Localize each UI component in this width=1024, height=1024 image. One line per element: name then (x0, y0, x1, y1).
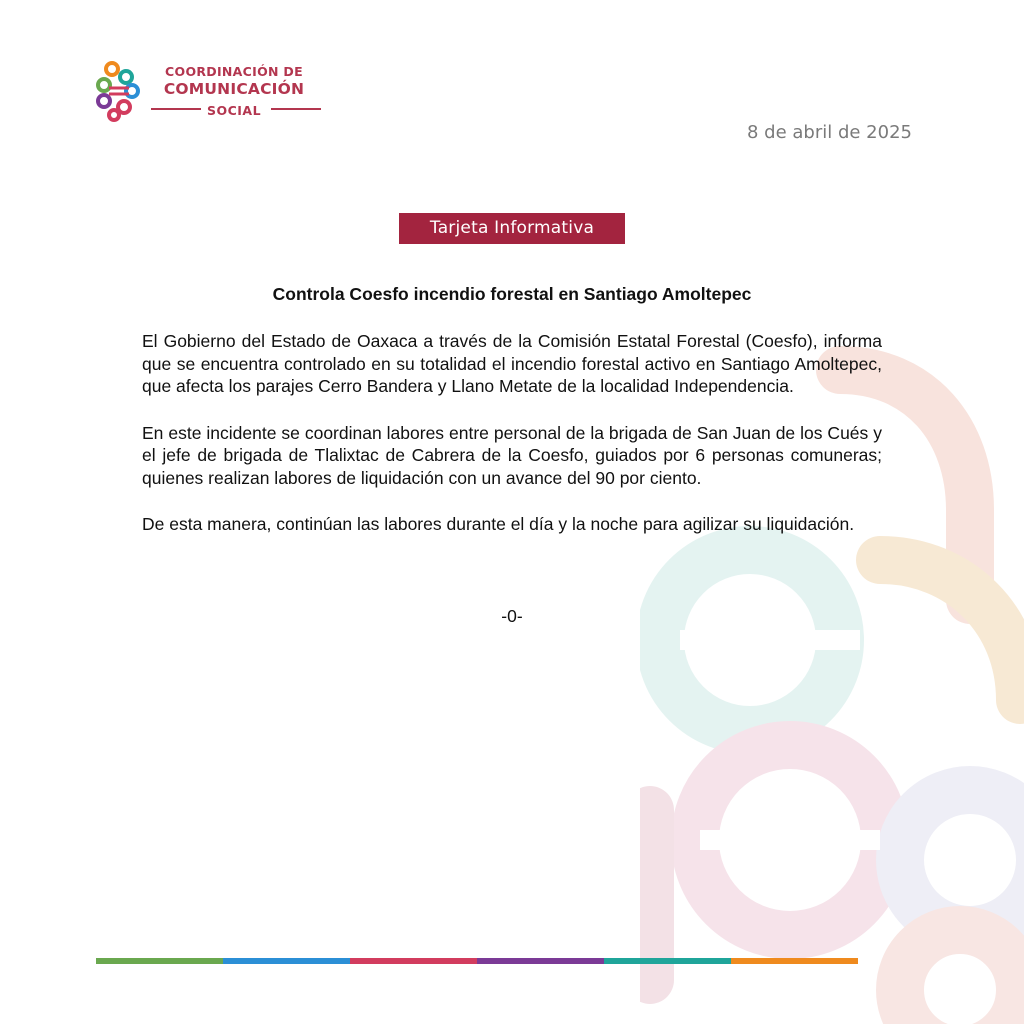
footer-bar-segment (604, 958, 731, 964)
footer-bar-segment (223, 958, 350, 964)
article-paragraph: En este incidente se coordinan labores entre personal de la brigada de San Juan de los Cués y el jefe de brigada de Tlalixtac de Cabrera de la Coesfo, guiados por 6 personas comuneras; quienes realizan labores de liquidación con un avance del 90 por ciento. (142, 422, 882, 488)
organization-logo (95, 60, 315, 124)
footer-bar-segment (350, 958, 477, 964)
logo-line-1: COORDINACIÓN DE (165, 64, 303, 79)
document-type-badge: Tarjeta Informativa (399, 213, 625, 244)
article-body (142, 330, 882, 560)
footer-bar-segment (96, 958, 223, 964)
footer-bar-segment (477, 958, 604, 964)
article-paragraph: De esta manera, continúan las labores durante el día y la noche para agilizar su liquidación. (142, 514, 855, 534)
footer-color-bar (96, 958, 858, 964)
footer-bar-segment (731, 958, 858, 964)
logo-line-3 (149, 100, 319, 116)
article-title: Controla Coesfo incendio forestal en Santiago Amoltepec (272, 284, 752, 304)
closing-mark: -0- (501, 606, 523, 626)
article-paragraph: El Gobierno del Estado de Oaxaca a través de la Comisión Estatal Forestal (Coesfo), informa que se encuentra controlado en su totalidad el incendio forestal activo en Santiago Amoltepec, que afecta los parajes Cerro Bandera y Llano Metate de la localidad Independencia. (142, 331, 882, 396)
knot-logo-icon (95, 60, 141, 122)
publication-date: 8 de abril de 2025 (746, 122, 912, 143)
logo-line-3-text: SOCIAL (206, 103, 262, 118)
logo-line-2: COMUNICACIÓN (163, 80, 305, 98)
